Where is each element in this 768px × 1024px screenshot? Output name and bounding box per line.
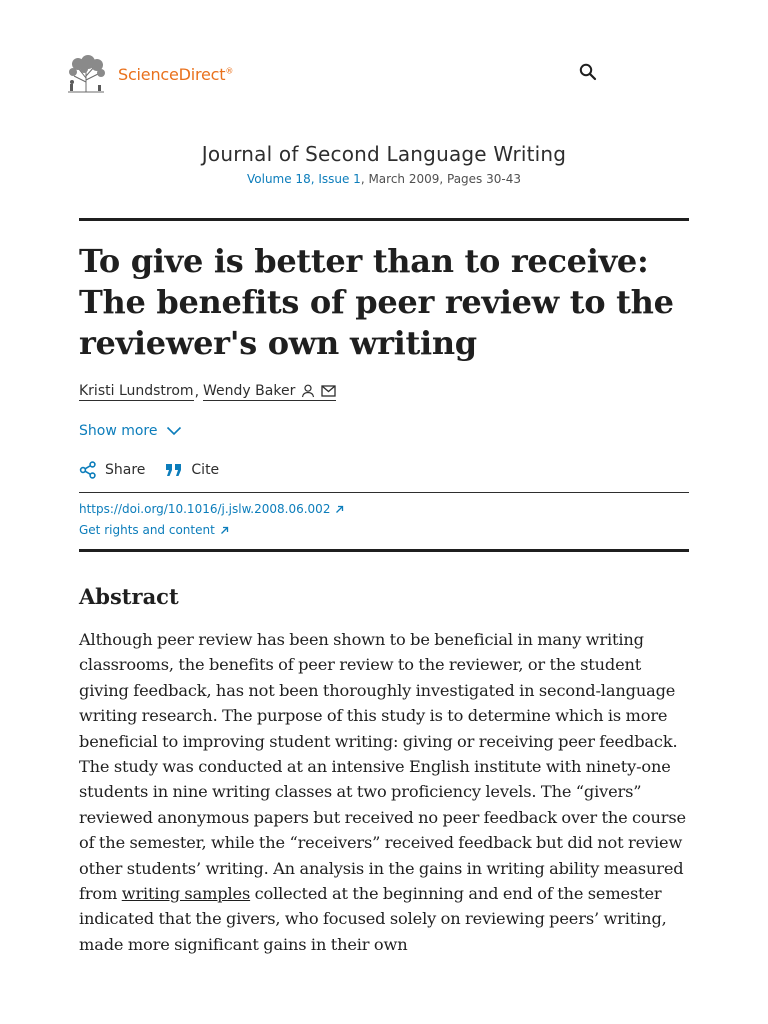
search-button[interactable] [577,61,599,83]
author-separator: , [194,384,200,400]
show-more-label: Show more [79,423,158,439]
author-link-1[interactable] [79,383,194,401]
person-icon [301,384,315,398]
doi-text: https://doi.org/10.1016/j.jslw.2008.06.002 [79,502,331,516]
doi-divider-bottom [79,549,689,552]
article-title: To give is better than to receive: The benefits of peer review to the reviewer's own writing [79,242,674,362]
show-more-button[interactable] [79,423,182,439]
journal-info [0,142,768,186]
author-link-2[interactable] [203,383,336,401]
author-name-1: Kristi Lundstrom [79,383,194,399]
chevron-down-icon [166,426,182,436]
topic-link-writing-samples[interactable]: writing samples [121,884,251,904]
rights-text: Get rights and content [79,523,215,537]
external-link-icon [335,505,344,514]
journal-meta [0,172,768,186]
article-actions [79,461,239,479]
author-list [79,383,336,401]
abstract-heading: Abstract [79,584,179,609]
abstract-text-part-1: Although peer review has been shown to be beneficial in many writing classrooms, the benefits of peer review to the reviewer, or the student giving feedback, has not been thoroughly investigated in second-language writing research. The purpose of this study is to determine which is more beneficial to improving student writing: giving or receiving peer feedback. The study was conducted at an intensive English institute with ninety-one students in nine writing classes at two proficiency levels. The “givers” reviewed anonymous papers but received no peer feedback over the course of the semester, while the “receivers” received feedback but did not review other students’ writing. An analysis in the gains in writing ability measured from [79,630,686,904]
share-label: Share [105,462,146,478]
share-button[interactable] [79,461,145,479]
brand-name: ScienceDirect® [118,64,234,84]
journal-date-pages: , March 2009, Pages 30-43 [360,172,521,186]
journal-title[interactable]: Journal of Second Language Writing [201,142,567,166]
volume-issue-link[interactable]: Volume 18, Issue 1 [246,172,361,186]
abstract-text-part-2: collected at the beginning and end of the semester indicated that the givers, who focused solely on reviewing peers’ writing, made more significant gains in their own [79,884,667,954]
site-header [0,0,768,110]
external-link-icon [220,526,229,535]
doi-divider-top [79,492,689,493]
email-icon [321,385,336,397]
doi-link[interactable] [79,502,344,516]
sciencedirect-logo[interactable] [64,54,233,94]
cite-button[interactable] [165,462,219,478]
search-icon [579,63,597,81]
quote-icon [165,462,183,478]
elsevier-tree-logo-icon [64,54,108,94]
abstract-text [79,627,689,957]
rights-link[interactable] [79,523,229,537]
cite-label: Cite [191,462,220,478]
author-name-2: Wendy Baker [203,383,296,399]
share-icon [79,461,97,479]
header-divider [79,218,689,221]
